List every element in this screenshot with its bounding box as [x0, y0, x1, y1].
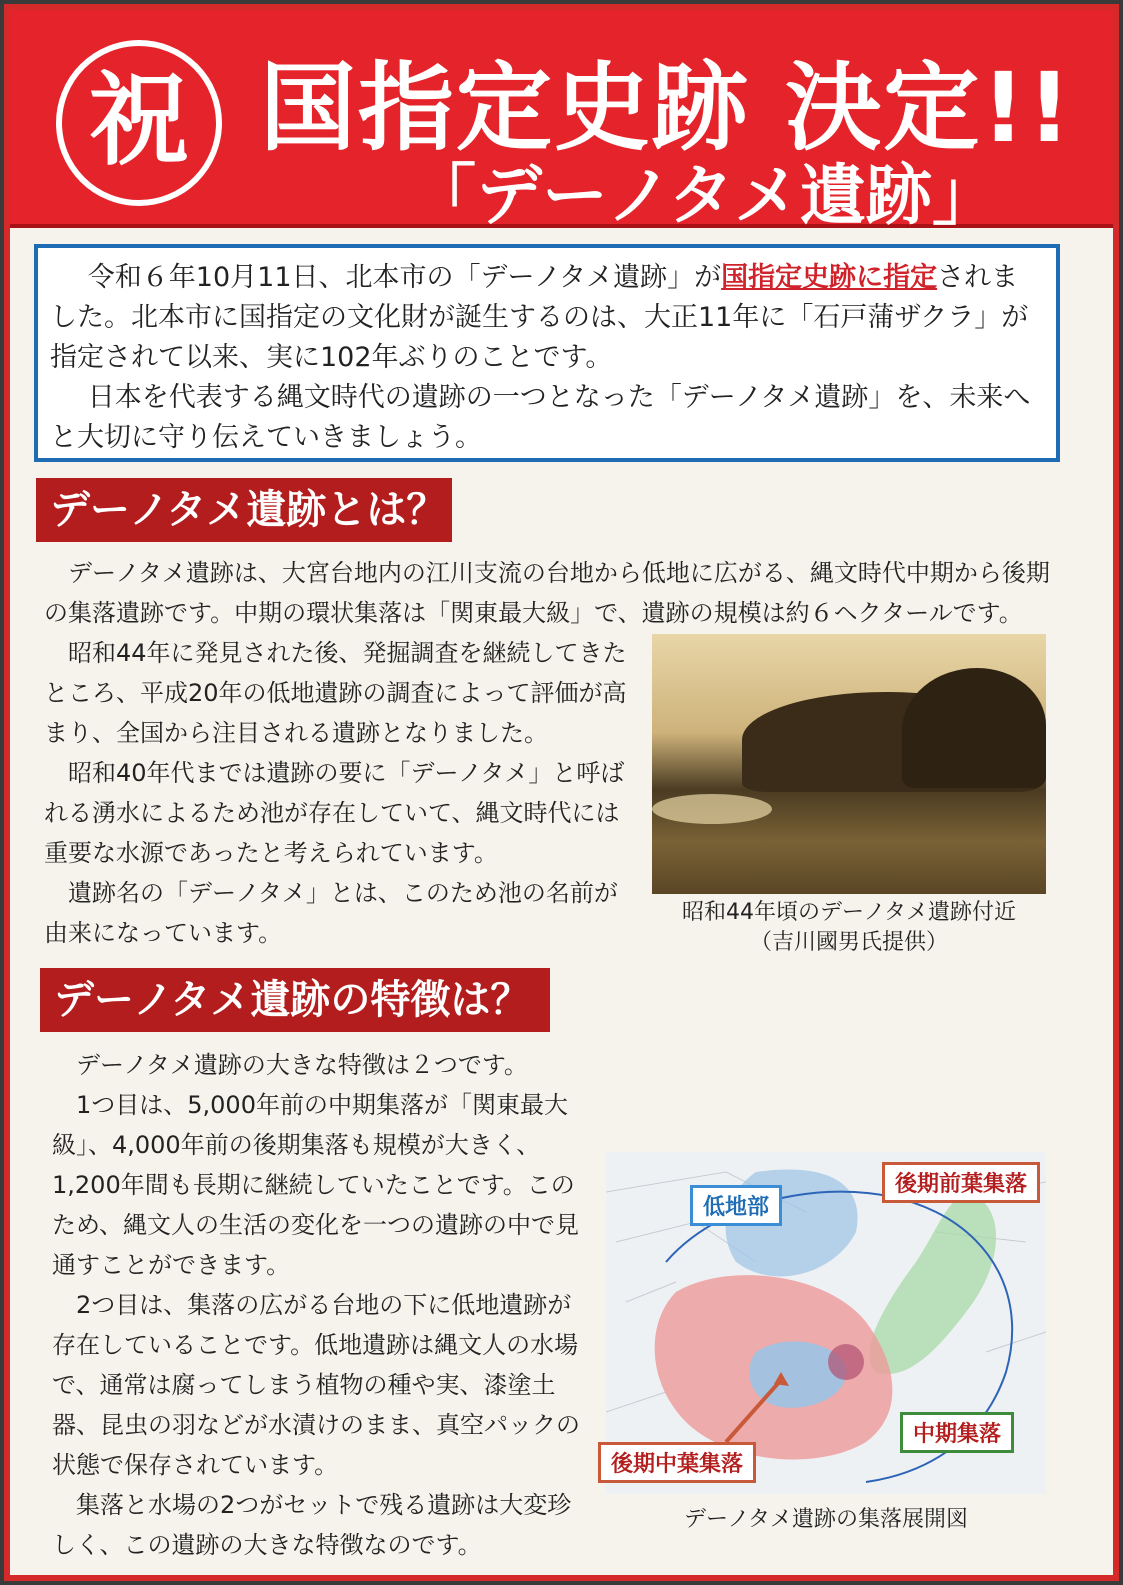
- photo-pond: [652, 794, 772, 824]
- map-label-lowland: 低地部: [690, 1185, 782, 1226]
- announcement-highlight: 国指定史跡に指定: [721, 262, 938, 293]
- features-paragraph-2: 1つ目は、5,000年前の中期集落が「関東最大級」、4,000年前の後期集落も規模が大きく、1,200年間も長期に継続していたことです。このため、縄文人の生活の変化を一つの遺跡の中で見通すことができます。: [52, 1091, 580, 1279]
- map-caption: デーノタメ遺跡の集落展開図: [683, 1507, 969, 1532]
- photo-caption-line-2: （吉川國男氏提供）: [749, 930, 948, 955]
- section-heading-features: デーノタメ遺跡の特徴は？: [40, 968, 550, 1032]
- announcement-text-b: されました。北本市に国指定の文化財が誕生するのは、大正11年に「石戸蒲ザクラ」が指定されて以来、実に102年ぶりのことです。: [50, 262, 1029, 373]
- features-paragraph-1: デーノタメ遺跡の大きな特徴は２つです。: [76, 1051, 528, 1079]
- map-label-middle-settlement: 中期集落: [900, 1412, 1014, 1453]
- features-paragraph-3: 2つ目は、集落の広がる台地の下に低地遺跡が存在していることです。低地遺跡は縄文人の水場で、通常は腐ってしまう植物の種や実、漆塗土器、昆虫の羽などが水漬けのまま、真空パックの状態で保存されています。: [52, 1291, 580, 1479]
- features-paragraph-4: 集落と水場の2つがセットで残る遺跡は大変珍しく、この遺跡の大きな特徴なのです。: [52, 1491, 572, 1559]
- section-about-intro: [44, 553, 1064, 633]
- announcement-text-a: 令和６年10月11日、北本市の「デーノタメ遺跡」が: [87, 262, 722, 293]
- section-features-intro: [52, 1045, 1062, 1085]
- photo-caption-line-1: 昭和44年頃のデーノタメ遺跡付近: [681, 900, 1016, 925]
- celebration-seal-icon: 祝: [56, 40, 222, 206]
- map-label-late-early-settlement: 後期前葉集落: [882, 1162, 1040, 1203]
- photo-caption: [652, 898, 1046, 958]
- title-banner: [10, 10, 1113, 234]
- banner-title: 国指定史跡 決定!!: [260, 52, 1073, 164]
- about-paragraph-4: 遺跡名の「デーノタメ」とは、このため池の名前が由来になっています。: [44, 879, 618, 947]
- section-about-column: [44, 633, 634, 953]
- about-intro-paragraph: デーノタメ遺跡は、大宮台地内の江川支流の台地から低地に広がる、縄文時代中期から後期の集落遺跡です。中期の環状集落は「関東最大級」で、遺跡の規模は約６ヘクタールです。: [44, 559, 1050, 627]
- section-heading-about: デーノタメ遺跡とは？: [36, 478, 452, 542]
- historic-site-photo: [652, 634, 1046, 894]
- map-label-late-middle-settlement: 後期中葉集落: [598, 1442, 756, 1483]
- announcement-box: [34, 244, 1060, 462]
- photo-trees-right: [902, 668, 1046, 788]
- section-features-column: [52, 1085, 592, 1565]
- banner-subtitle: 「デーノタメ遺跡」: [410, 157, 999, 234]
- about-paragraph-2: 昭和44年に発見された後、発掘調査を継続してきたところ、平成20年の低地遺跡の調査によって評価が高まり、全国から注目される遺跡となりました。: [44, 639, 627, 747]
- announcement-paragraph-2: 日本を代表する縄文時代の遺跡の一つとなった「デーノタメ遺跡」を、未来へと大切に守り伝えていきましょう。: [50, 382, 1031, 453]
- about-paragraph-3: 昭和40年代までは遺跡の要に「デーノタメ」と呼ばれる湧水によるため池が存在していて、縄文時代には重要な水源であったと考えられています。: [44, 759, 625, 867]
- announcement-paragraph-1: [50, 258, 1044, 378]
